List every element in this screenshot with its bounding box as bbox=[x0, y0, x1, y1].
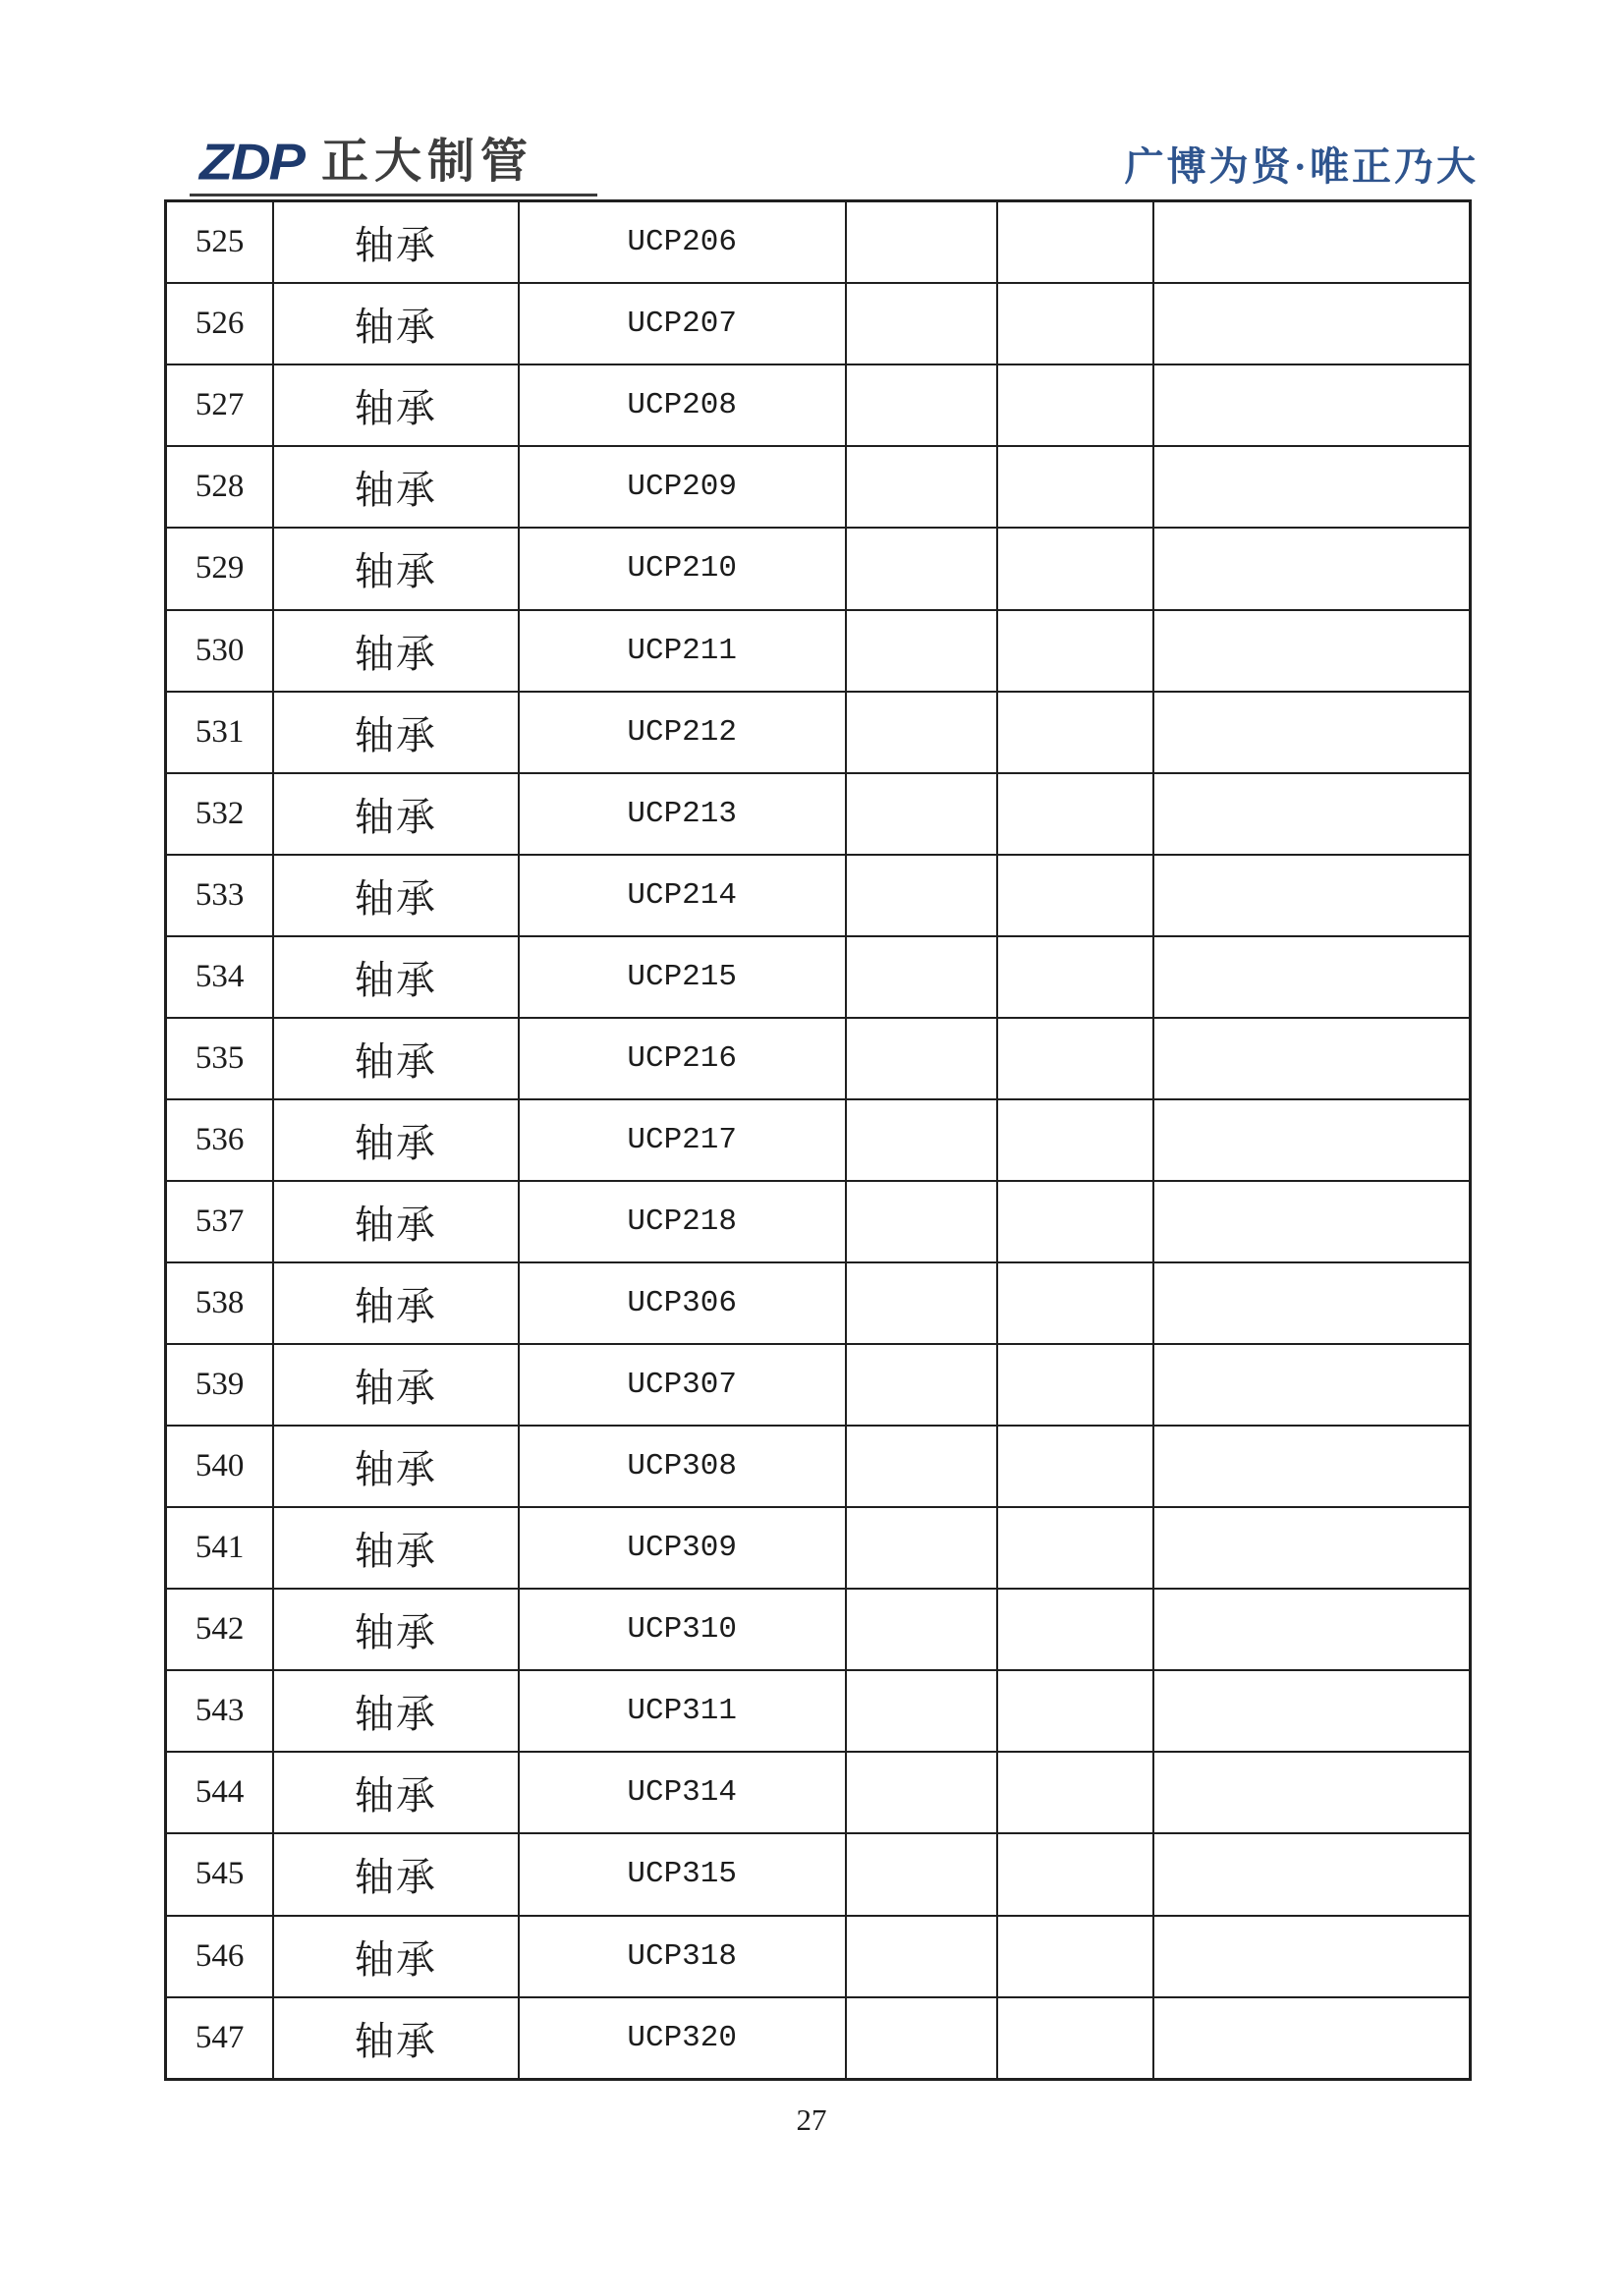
empty-cell-2 bbox=[997, 936, 1153, 1018]
row-number-cell: 541 bbox=[166, 1507, 274, 1589]
empty-cell-2 bbox=[997, 1018, 1153, 1099]
model-cell: UCP318 bbox=[519, 1916, 846, 1997]
item-name-cell: 轴承 bbox=[273, 1670, 518, 1752]
table-row bbox=[166, 1099, 1471, 1181]
empty-cell-1 bbox=[846, 1997, 998, 2080]
row-number-cell: 529 bbox=[166, 528, 274, 609]
row-number-cell: 528 bbox=[166, 446, 274, 528]
table-row bbox=[166, 1426, 1471, 1507]
empty-cell-3 bbox=[1153, 936, 1470, 1018]
model-cell: UCP212 bbox=[519, 692, 846, 773]
table-row bbox=[166, 773, 1471, 855]
empty-cell-3 bbox=[1153, 1262, 1470, 1344]
row-number-cell: 525 bbox=[166, 201, 274, 284]
table-row bbox=[166, 446, 1471, 528]
empty-cell-2 bbox=[997, 283, 1153, 364]
row-number-cell: 547 bbox=[166, 1997, 274, 2080]
item-name-cell: 轴承 bbox=[273, 1344, 518, 1426]
model-cell: UCP213 bbox=[519, 773, 846, 855]
item-name-cell: 轴承 bbox=[273, 528, 518, 609]
logo-zdp-text: ZDP bbox=[199, 133, 304, 191]
empty-cell-3 bbox=[1153, 283, 1470, 364]
table-row bbox=[166, 855, 1471, 936]
empty-cell-1 bbox=[846, 610, 998, 692]
table-row bbox=[166, 610, 1471, 692]
empty-cell-3 bbox=[1153, 201, 1470, 284]
item-name-cell: 轴承 bbox=[273, 1099, 518, 1181]
table-row bbox=[166, 283, 1471, 364]
empty-cell-1 bbox=[846, 283, 998, 364]
item-name-cell: 轴承 bbox=[273, 1916, 518, 1997]
table-row bbox=[166, 1916, 1471, 1997]
empty-cell-3 bbox=[1153, 364, 1470, 446]
table-row bbox=[166, 1018, 1471, 1099]
empty-cell-3 bbox=[1153, 1507, 1470, 1589]
model-cell: UCP314 bbox=[519, 1752, 846, 1833]
model-cell: UCP206 bbox=[519, 201, 846, 284]
empty-cell-1 bbox=[846, 1670, 998, 1752]
table-row bbox=[166, 364, 1471, 446]
company-slogan: 广博为贤·唯正乃大 bbox=[1124, 144, 1479, 189]
item-name-cell: 轴承 bbox=[273, 1507, 518, 1589]
item-name-cell: 轴承 bbox=[273, 364, 518, 446]
item-name-cell: 轴承 bbox=[273, 446, 518, 528]
empty-cell-2 bbox=[997, 1752, 1153, 1833]
item-name-cell: 轴承 bbox=[273, 773, 518, 855]
empty-cell-3 bbox=[1153, 1752, 1470, 1833]
empty-cell-2 bbox=[997, 1833, 1153, 1915]
table-row bbox=[166, 1262, 1471, 1344]
table-row bbox=[166, 1181, 1471, 1262]
table-row bbox=[166, 201, 1471, 284]
empty-cell-1 bbox=[846, 692, 998, 773]
empty-cell-3 bbox=[1153, 1181, 1470, 1262]
parts-table bbox=[164, 199, 1472, 2081]
table-row bbox=[166, 528, 1471, 609]
row-number-cell: 540 bbox=[166, 1426, 274, 1507]
empty-cell-1 bbox=[846, 528, 998, 609]
empty-cell-1 bbox=[846, 936, 998, 1018]
parts-table-body bbox=[166, 201, 1471, 2080]
empty-cell-1 bbox=[846, 1833, 998, 1915]
empty-cell-2 bbox=[997, 446, 1153, 528]
empty-cell-2 bbox=[997, 855, 1153, 936]
logo-company-name: 正大制管 bbox=[321, 136, 534, 188]
model-cell: UCP214 bbox=[519, 855, 846, 936]
row-number-cell: 527 bbox=[166, 364, 274, 446]
model-cell: UCP207 bbox=[519, 283, 846, 364]
empty-cell-2 bbox=[997, 1589, 1153, 1670]
row-number-cell: 530 bbox=[166, 610, 274, 692]
page-number: 27 bbox=[796, 2102, 827, 2137]
item-name-cell: 轴承 bbox=[273, 1833, 518, 1915]
company-logo bbox=[199, 133, 534, 191]
empty-cell-3 bbox=[1153, 1344, 1470, 1426]
empty-cell-3 bbox=[1153, 1833, 1470, 1915]
empty-cell-3 bbox=[1153, 692, 1470, 773]
empty-cell-3 bbox=[1153, 528, 1470, 609]
empty-cell-3 bbox=[1153, 1997, 1470, 2080]
model-cell: UCP215 bbox=[519, 936, 846, 1018]
empty-cell-1 bbox=[846, 773, 998, 855]
row-number-cell: 543 bbox=[166, 1670, 274, 1752]
row-number-cell: 536 bbox=[166, 1099, 274, 1181]
table-row bbox=[166, 1997, 1471, 2080]
empty-cell-3 bbox=[1153, 1099, 1470, 1181]
row-number-cell: 534 bbox=[166, 936, 274, 1018]
empty-cell-1 bbox=[846, 855, 998, 936]
item-name-cell: 轴承 bbox=[273, 692, 518, 773]
row-number-cell: 531 bbox=[166, 692, 274, 773]
empty-cell-2 bbox=[997, 1181, 1153, 1262]
empty-cell-3 bbox=[1153, 1018, 1470, 1099]
empty-cell-3 bbox=[1153, 1916, 1470, 1997]
item-name-cell: 轴承 bbox=[273, 855, 518, 936]
model-cell: UCP217 bbox=[519, 1099, 846, 1181]
model-cell: UCP308 bbox=[519, 1426, 846, 1507]
empty-cell-2 bbox=[997, 1099, 1153, 1181]
model-cell: UCP306 bbox=[519, 1262, 846, 1344]
model-cell: UCP210 bbox=[519, 528, 846, 609]
item-name-cell: 轴承 bbox=[273, 1589, 518, 1670]
empty-cell-1 bbox=[846, 1262, 998, 1344]
table-row bbox=[166, 1752, 1471, 1833]
table-row bbox=[166, 1833, 1471, 1915]
empty-cell-1 bbox=[846, 364, 998, 446]
model-cell: UCP309 bbox=[519, 1507, 846, 1589]
row-number-cell: 538 bbox=[166, 1262, 274, 1344]
empty-cell-2 bbox=[997, 1426, 1153, 1507]
empty-cell-1 bbox=[846, 201, 998, 284]
table-row bbox=[166, 936, 1471, 1018]
item-name-cell: 轴承 bbox=[273, 1181, 518, 1262]
row-number-cell: 546 bbox=[166, 1916, 274, 1997]
empty-cell-2 bbox=[997, 528, 1153, 609]
empty-cell-1 bbox=[846, 1589, 998, 1670]
table-row bbox=[166, 1507, 1471, 1589]
model-cell: UCP315 bbox=[519, 1833, 846, 1915]
table-row bbox=[166, 692, 1471, 773]
empty-cell-3 bbox=[1153, 446, 1470, 528]
empty-cell-3 bbox=[1153, 1426, 1470, 1507]
empty-cell-3 bbox=[1153, 1589, 1470, 1670]
empty-cell-2 bbox=[997, 1344, 1153, 1426]
empty-cell-1 bbox=[846, 1752, 998, 1833]
row-number-cell: 542 bbox=[166, 1589, 274, 1670]
item-name-cell: 轴承 bbox=[273, 283, 518, 364]
empty-cell-3 bbox=[1153, 855, 1470, 936]
model-cell: UCP208 bbox=[519, 364, 846, 446]
empty-cell-1 bbox=[846, 1507, 998, 1589]
item-name-cell: 轴承 bbox=[273, 1997, 518, 2080]
item-name-cell: 轴承 bbox=[273, 936, 518, 1018]
empty-cell-2 bbox=[997, 773, 1153, 855]
empty-cell-2 bbox=[997, 1916, 1153, 1997]
model-cell: UCP311 bbox=[519, 1670, 846, 1752]
row-number-cell: 533 bbox=[166, 855, 274, 936]
item-name-cell: 轴承 bbox=[273, 1752, 518, 1833]
row-number-cell: 545 bbox=[166, 1833, 274, 1915]
empty-cell-2 bbox=[997, 201, 1153, 284]
model-cell: UCP307 bbox=[519, 1344, 846, 1426]
empty-cell-2 bbox=[997, 1670, 1153, 1752]
empty-cell-2 bbox=[997, 692, 1153, 773]
item-name-cell: 轴承 bbox=[273, 1018, 518, 1099]
row-number-cell: 539 bbox=[166, 1344, 274, 1426]
empty-cell-2 bbox=[997, 1507, 1153, 1589]
row-number-cell: 537 bbox=[166, 1181, 274, 1262]
empty-cell-1 bbox=[846, 1018, 998, 1099]
empty-cell-1 bbox=[846, 1426, 998, 1507]
empty-cell-2 bbox=[997, 1262, 1153, 1344]
model-cell: UCP209 bbox=[519, 446, 846, 528]
model-cell: UCP310 bbox=[519, 1589, 846, 1670]
empty-cell-1 bbox=[846, 1344, 998, 1426]
empty-cell-3 bbox=[1153, 1670, 1470, 1752]
empty-cell-1 bbox=[846, 1916, 998, 1997]
empty-cell-3 bbox=[1153, 773, 1470, 855]
table-row bbox=[166, 1670, 1471, 1752]
empty-cell-2 bbox=[997, 1997, 1153, 2080]
row-number-cell: 544 bbox=[166, 1752, 274, 1833]
empty-cell-1 bbox=[846, 1099, 998, 1181]
row-number-cell: 535 bbox=[166, 1018, 274, 1099]
row-number-cell: 526 bbox=[166, 283, 274, 364]
model-cell: UCP320 bbox=[519, 1997, 846, 2080]
empty-cell-3 bbox=[1153, 610, 1470, 692]
item-name-cell: 轴承 bbox=[273, 1426, 518, 1507]
empty-cell-2 bbox=[997, 610, 1153, 692]
header-rule bbox=[190, 194, 597, 196]
empty-cell-1 bbox=[846, 446, 998, 528]
table-row bbox=[166, 1589, 1471, 1670]
model-cell: UCP211 bbox=[519, 610, 846, 692]
empty-cell-2 bbox=[997, 364, 1153, 446]
table-row bbox=[166, 1344, 1471, 1426]
item-name-cell: 轴承 bbox=[273, 201, 518, 284]
model-cell: UCP218 bbox=[519, 1181, 846, 1262]
item-name-cell: 轴承 bbox=[273, 610, 518, 692]
empty-cell-1 bbox=[846, 1181, 998, 1262]
item-name-cell: 轴承 bbox=[273, 1262, 518, 1344]
model-cell: UCP216 bbox=[519, 1018, 846, 1099]
row-number-cell: 532 bbox=[166, 773, 274, 855]
